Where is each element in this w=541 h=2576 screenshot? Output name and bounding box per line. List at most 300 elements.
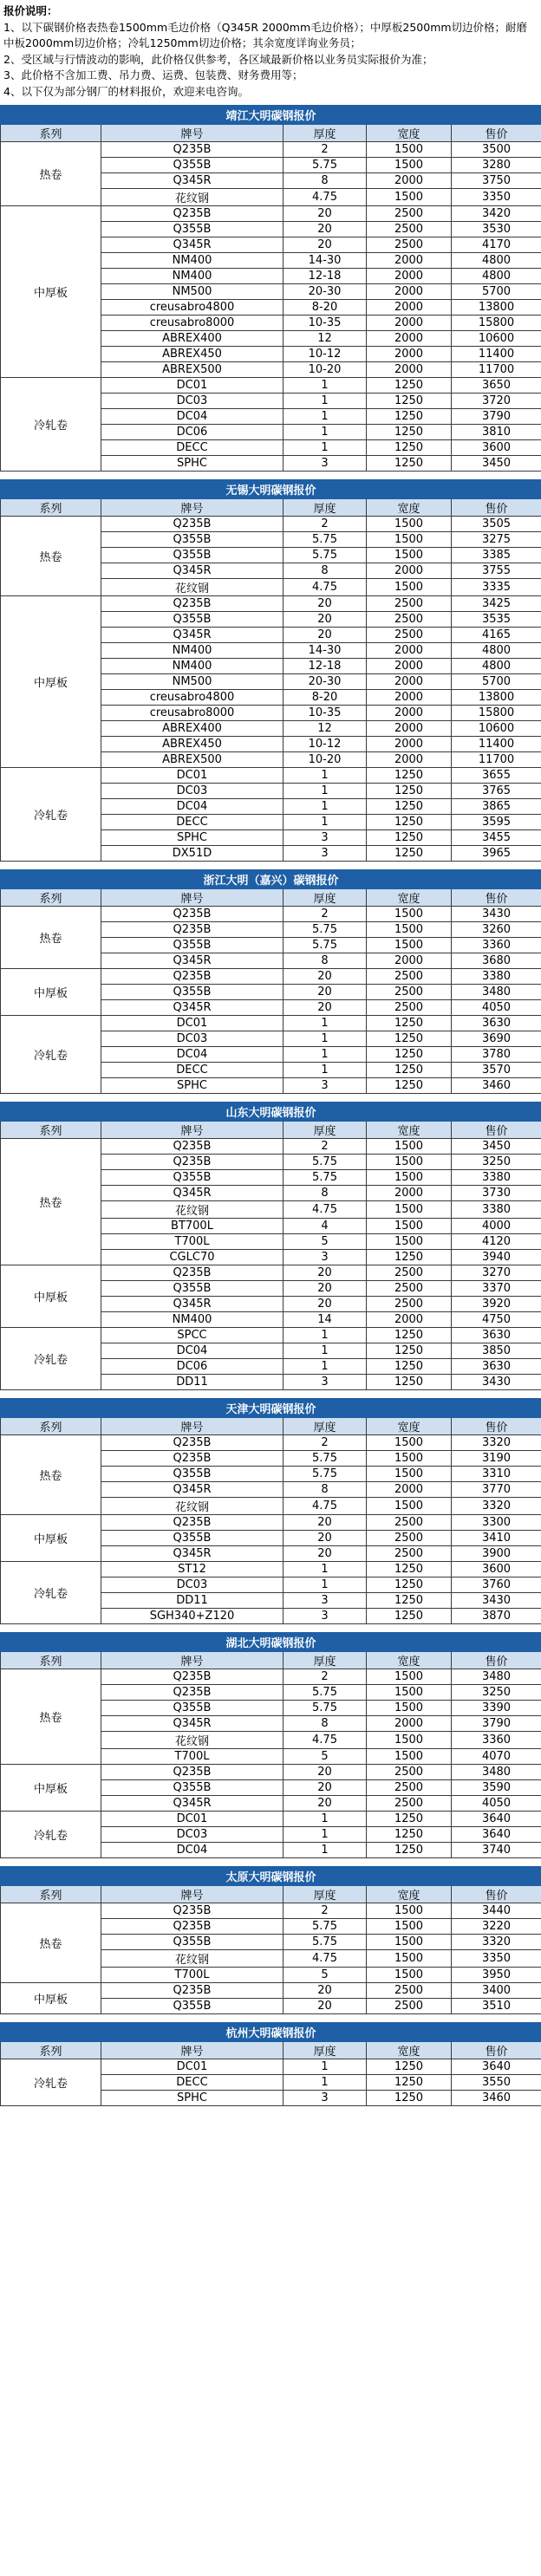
thickness-cell: 1 — [284, 799, 367, 815]
price-cell: 3570 — [452, 1063, 541, 1078]
width-cell: 1500 — [367, 142, 452, 158]
grade-cell: Q235B — [101, 1765, 284, 1780]
thickness-cell: 3 — [284, 456, 367, 472]
series-cell: 热卷 — [1, 142, 101, 206]
grade-cell: Q355B — [101, 1701, 284, 1716]
grade-cell: Q355B — [101, 222, 284, 237]
price-cell: 3480 — [452, 985, 541, 1000]
header-row — [1, 499, 541, 517]
width-cell: 2000 — [367, 1186, 452, 1201]
thickness-cell: 10-20 — [284, 362, 367, 378]
series-cell: 冷轧卷 — [1, 1328, 101, 1390]
grade-cell: Q235B — [101, 1451, 284, 1467]
grade-cell: DECC — [101, 2075, 284, 2091]
grade-cell: Q235B — [101, 1983, 284, 1999]
price-cell: 4000 — [452, 1219, 541, 1234]
table-row — [1, 596, 541, 612]
thickness-cell: 1 — [284, 2059, 367, 2075]
width-cell: 2500 — [367, 612, 452, 628]
table-row — [1, 1983, 541, 1999]
width-cell: 1250 — [367, 830, 452, 846]
thickness-cell: 5.75 — [284, 532, 367, 548]
grade-cell: Q355B — [101, 1281, 284, 1297]
column-header: 厚度 — [284, 1418, 367, 1435]
grade-cell: ABREX450 — [101, 737, 284, 752]
column-header: 宽度 — [367, 499, 452, 517]
price-cell: 3850 — [452, 1343, 541, 1359]
price-cell: 3320 — [452, 1498, 541, 1515]
thickness-cell: 5.75 — [284, 548, 367, 563]
series-cell: 中厚板 — [1, 969, 101, 1016]
table-row — [1, 1435, 541, 1451]
width-cell: 1250 — [367, 440, 452, 456]
thickness-cell: 3 — [284, 1250, 367, 1265]
grade-cell: DC03 — [101, 784, 284, 799]
thickness-cell: 5.75 — [284, 1155, 367, 1170]
price-cell: 4070 — [452, 1749, 541, 1765]
price-cell: 4050 — [452, 1796, 541, 1812]
thickness-cell: 5.75 — [284, 938, 367, 953]
thickness-cell: 1 — [284, 815, 367, 830]
price-cell: 3425 — [452, 596, 541, 612]
grade-cell: Q355B — [101, 1467, 284, 1482]
width-cell: 1500 — [367, 1451, 452, 1467]
table-row — [1, 1812, 541, 1827]
width-cell: 2500 — [367, 1000, 452, 1016]
thickness-cell: 3 — [284, 846, 367, 862]
price-table — [0, 479, 541, 862]
header-row — [1, 125, 541, 142]
price-cell: 3350 — [452, 1950, 541, 1968]
table-row — [1, 907, 541, 922]
grade-cell: BT700L — [101, 1219, 284, 1234]
width-cell: 2000 — [367, 253, 452, 269]
width-cell: 2000 — [367, 300, 452, 315]
series-cell: 热卷 — [1, 907, 101, 969]
grade-cell: DC04 — [101, 409, 284, 425]
table-row — [1, 206, 541, 222]
price-cell: 3420 — [452, 206, 541, 222]
price-cell: 3965 — [452, 846, 541, 862]
series-cell: 中厚板 — [1, 206, 101, 378]
width-cell: 2500 — [367, 206, 452, 222]
width-cell: 2000 — [367, 1312, 452, 1328]
thickness-cell: 1 — [284, 1047, 367, 1063]
price-cell: 3440 — [452, 1903, 541, 1919]
column-header: 牌号 — [101, 1418, 284, 1435]
width-cell: 1250 — [367, 799, 452, 815]
width-cell: 1250 — [367, 2059, 452, 2075]
column-header: 售价 — [452, 499, 541, 517]
table-title: 太原大明碳钢报价 — [1, 1867, 541, 1886]
series-cell: 冷轧卷 — [1, 1016, 101, 1094]
column-header: 牌号 — [101, 125, 284, 142]
grade-cell: SGH340+Z120 — [101, 1609, 284, 1624]
price-tables — [0, 105, 541, 2106]
table-row — [1, 1515, 541, 1531]
thickness-cell: 5.75 — [284, 158, 367, 173]
grade-cell: DC04 — [101, 1843, 284, 1858]
column-header: 售价 — [452, 125, 541, 142]
width-cell: 1250 — [367, 2091, 452, 2106]
price-cell: 3450 — [452, 456, 541, 472]
thickness-cell: 20 — [284, 1765, 367, 1780]
width-cell: 1250 — [367, 409, 452, 425]
table-row — [1, 1903, 541, 1919]
table-row — [1, 1328, 541, 1343]
price-cell: 3720 — [452, 394, 541, 409]
price-cell: 4120 — [452, 1234, 541, 1250]
thickness-cell: 8-20 — [284, 300, 367, 315]
price-cell: 11400 — [452, 347, 541, 362]
series-cell: 冷轧卷 — [1, 2059, 101, 2106]
width-cell: 1250 — [367, 378, 452, 394]
price-cell: 3950 — [452, 1968, 541, 1983]
width-cell: 2500 — [367, 1546, 452, 1562]
column-header: 宽度 — [367, 1122, 452, 1139]
width-cell: 1500 — [367, 532, 452, 548]
thickness-cell: 8 — [284, 563, 367, 579]
thickness-cell: 12-18 — [284, 269, 367, 284]
thickness-cell: 10-35 — [284, 706, 367, 721]
width-cell: 1250 — [367, 1375, 452, 1390]
header-row — [1, 1418, 541, 1435]
price-cell: 3640 — [452, 1812, 541, 1827]
thickness-cell: 8-20 — [284, 690, 367, 706]
table-row — [1, 1765, 541, 1780]
grade-cell: CGLC70 — [101, 1250, 284, 1265]
thickness-cell: 2 — [284, 1435, 367, 1451]
series-cell: 热卷 — [1, 517, 101, 596]
width-cell: 1500 — [367, 548, 452, 563]
grade-cell: Q235B — [101, 596, 284, 612]
price-cell: 3740 — [452, 1843, 541, 1858]
thickness-cell: 20 — [284, 628, 367, 643]
grade-cell: Q355B — [101, 158, 284, 173]
width-cell: 2500 — [367, 1796, 452, 1812]
series-cell: 冷轧卷 — [1, 768, 101, 862]
grade-cell: Q355B — [101, 532, 284, 548]
width-cell: 1500 — [367, 1968, 452, 1983]
thickness-cell: 10-12 — [284, 737, 367, 752]
width-cell: 1250 — [367, 1843, 452, 1858]
grade-cell: Q345R — [101, 1546, 284, 1562]
price-cell: 3505 — [452, 517, 541, 532]
price-cell: 3380 — [452, 1170, 541, 1186]
grade-cell: Q235B — [101, 1903, 284, 1919]
width-cell: 1250 — [367, 1063, 452, 1078]
column-header: 厚度 — [284, 1652, 367, 1669]
column-header: 厚度 — [284, 2042, 367, 2059]
price-cell: 3280 — [452, 158, 541, 173]
table-row — [1, 517, 541, 532]
grade-cell: DC06 — [101, 425, 284, 440]
thickness-cell: 12-18 — [284, 659, 367, 674]
width-cell: 1500 — [367, 517, 452, 532]
thickness-cell: 20 — [284, 237, 367, 253]
grade-cell: 花纹钢 — [101, 1732, 284, 1749]
price-cell: 11400 — [452, 737, 541, 752]
series-cell: 热卷 — [1, 1903, 101, 1983]
grade-cell: NM500 — [101, 284, 284, 300]
width-cell: 2500 — [367, 1297, 452, 1312]
table-title: 湖北大明碳钢报价 — [1, 1633, 541, 1652]
width-cell: 1250 — [367, 425, 452, 440]
header-row — [1, 1886, 541, 1903]
series-cell: 中厚板 — [1, 596, 101, 768]
notes-title: 报价说明： — [3, 4, 58, 17]
price-cell: 4750 — [452, 1312, 541, 1328]
width-cell: 2500 — [367, 1515, 452, 1531]
column-header: 售价 — [452, 1886, 541, 1903]
width-cell: 1500 — [367, 1170, 452, 1186]
price-cell: 3390 — [452, 1701, 541, 1716]
grade-cell: NM400 — [101, 643, 284, 659]
series-cell: 热卷 — [1, 1139, 101, 1265]
note-line-3: 3、此价格不含加工费、吊力费、运费、包装费、财务费用等； — [3, 68, 303, 81]
table-title: 无锡大明碳钢报价 — [1, 480, 541, 499]
thickness-cell: 1 — [284, 1063, 367, 1078]
grade-cell: Q355B — [101, 1999, 284, 2014]
table-row — [1, 969, 541, 985]
grade-cell: Q235B — [101, 1155, 284, 1170]
table-title: 靖江大明碳钢报价 — [1, 106, 541, 125]
note-line-4: 4、以下仅为部分钢厂的材料报价，欢迎来电咨询。 — [3, 84, 249, 98]
thickness-cell: 20 — [284, 985, 367, 1000]
thickness-cell: 5.75 — [284, 1919, 367, 1935]
thickness-cell: 20 — [284, 206, 367, 222]
width-cell: 2000 — [367, 347, 452, 362]
grade-cell: DX51D — [101, 846, 284, 862]
thickness-cell: 5.75 — [284, 1451, 367, 1467]
grade-cell: Q355B — [101, 1531, 284, 1546]
column-header: 系列 — [1, 125, 101, 142]
thickness-cell: 1 — [284, 1843, 367, 1858]
grade-cell: Q235B — [101, 1669, 284, 1685]
thickness-cell: 20 — [284, 1515, 367, 1531]
price-cell: 3770 — [452, 1482, 541, 1498]
price-cell: 4800 — [452, 659, 541, 674]
price-cell: 3535 — [452, 612, 541, 628]
price-cell: 3400 — [452, 1983, 541, 1999]
price-cell: 13800 — [452, 690, 541, 706]
price-cell: 3760 — [452, 1577, 541, 1593]
table-title: 杭州大明碳钢报价 — [1, 2023, 541, 2042]
grade-cell: Q345R — [101, 1000, 284, 1016]
width-cell: 2500 — [367, 1281, 452, 1297]
grade-cell: ABREX500 — [101, 752, 284, 768]
column-header: 系列 — [1, 2042, 101, 2059]
width-cell: 2000 — [367, 315, 452, 331]
grade-cell: T700L — [101, 1234, 284, 1250]
width-cell: 2000 — [367, 706, 452, 721]
column-header: 厚度 — [284, 889, 367, 907]
thickness-cell: 20 — [284, 1281, 367, 1297]
column-header: 牌号 — [101, 1886, 284, 1903]
grade-cell: DECC — [101, 1063, 284, 1078]
grade-cell: Q345R — [101, 1796, 284, 1812]
price-table — [0, 1398, 541, 1624]
thickness-cell: 20 — [284, 1999, 367, 2014]
grade-cell: DC01 — [101, 2059, 284, 2075]
column-header: 系列 — [1, 1886, 101, 1903]
grade-cell: SPHC — [101, 456, 284, 472]
width-cell: 1500 — [367, 158, 452, 173]
price-cell: 10600 — [452, 331, 541, 347]
width-cell: 1500 — [367, 907, 452, 922]
header-row — [1, 2042, 541, 2059]
width-cell: 1500 — [367, 1234, 452, 1250]
price-table — [0, 1866, 541, 2014]
width-cell: 1250 — [367, 1047, 452, 1063]
column-header: 牌号 — [101, 1652, 284, 1669]
column-header: 系列 — [1, 1122, 101, 1139]
width-cell: 2000 — [367, 953, 452, 969]
column-header: 宽度 — [367, 889, 452, 907]
price-cell: 3350 — [452, 189, 541, 206]
price-cell: 3500 — [452, 142, 541, 158]
width-cell: 2500 — [367, 985, 452, 1000]
width-cell: 2000 — [367, 269, 452, 284]
thickness-cell: 20 — [284, 1531, 367, 1546]
thickness-cell: 1 — [284, 768, 367, 784]
width-cell: 1500 — [367, 938, 452, 953]
table-row — [1, 142, 541, 158]
width-cell: 1250 — [367, 1031, 452, 1047]
table-row — [1, 1562, 541, 1577]
grade-cell: NM500 — [101, 674, 284, 690]
thickness-cell: 5 — [284, 1968, 367, 1983]
thickness-cell: 1 — [284, 425, 367, 440]
price-cell: 15800 — [452, 706, 541, 721]
thickness-cell: 4.75 — [284, 189, 367, 206]
column-header: 售价 — [452, 1418, 541, 1435]
price-cell: 3865 — [452, 799, 541, 815]
price-cell: 3810 — [452, 425, 541, 440]
thickness-cell: 3 — [284, 2091, 367, 2106]
column-header: 宽度 — [367, 2042, 452, 2059]
price-cell: 3650 — [452, 378, 541, 394]
grade-cell: DC01 — [101, 768, 284, 784]
thickness-cell: 2 — [284, 142, 367, 158]
thickness-cell: 1 — [284, 1562, 367, 1577]
price-cell: 3680 — [452, 953, 541, 969]
thickness-cell: 20 — [284, 612, 367, 628]
width-cell: 2500 — [367, 237, 452, 253]
thickness-cell: 1 — [284, 1827, 367, 1843]
table-row — [1, 1016, 541, 1031]
width-cell: 2000 — [367, 721, 452, 737]
header-row — [1, 889, 541, 907]
grade-cell: NM400 — [101, 659, 284, 674]
width-cell: 2000 — [367, 1716, 452, 1732]
price-cell: 4800 — [452, 643, 541, 659]
width-cell: 1250 — [367, 1250, 452, 1265]
table-title: 天津大明碳钢报价 — [1, 1399, 541, 1418]
width-cell: 1500 — [367, 1498, 452, 1515]
grade-cell: Q355B — [101, 1935, 284, 1950]
width-cell: 1500 — [367, 1701, 452, 1716]
grade-cell: Q345R — [101, 237, 284, 253]
price-cell: 3640 — [452, 2059, 541, 2075]
grade-cell: Q235B — [101, 142, 284, 158]
thickness-cell: 2 — [284, 1669, 367, 1685]
price-cell: 3190 — [452, 1451, 541, 1467]
grade-cell: Q235B — [101, 206, 284, 222]
price-cell: 4170 — [452, 237, 541, 253]
width-cell: 1500 — [367, 922, 452, 938]
thickness-cell: 14-30 — [284, 253, 367, 269]
grade-cell: DC01 — [101, 378, 284, 394]
thickness-cell: 14-30 — [284, 643, 367, 659]
price-cell: 3430 — [452, 1375, 541, 1390]
grade-cell: Q235B — [101, 1919, 284, 1935]
grade-cell: Q345R — [101, 628, 284, 643]
width-cell: 1250 — [367, 1016, 452, 1031]
grade-cell: Q345R — [101, 1482, 284, 1498]
grade-cell: Q235B — [101, 907, 284, 922]
thickness-cell: 1 — [284, 378, 367, 394]
width-cell: 2000 — [367, 284, 452, 300]
price-cell: 3270 — [452, 1265, 541, 1281]
price-table — [0, 1102, 541, 1390]
grade-cell: NM400 — [101, 1312, 284, 1328]
grade-cell: 花纹钢 — [101, 1950, 284, 1968]
thickness-cell: 1 — [284, 394, 367, 409]
price-cell: 3275 — [452, 532, 541, 548]
price-cell: 3460 — [452, 1078, 541, 1094]
width-cell: 1250 — [367, 768, 452, 784]
grade-cell: Q235B — [101, 1515, 284, 1531]
width-cell: 1250 — [367, 846, 452, 862]
series-cell: 中厚板 — [1, 1983, 101, 2014]
grade-cell: Q345R — [101, 1716, 284, 1732]
price-cell: 3755 — [452, 563, 541, 579]
price-cell: 3600 — [452, 1562, 541, 1577]
column-header: 售价 — [452, 1122, 541, 1139]
price-cell: 5700 — [452, 674, 541, 690]
width-cell: 1500 — [367, 1903, 452, 1919]
grade-cell: Q345R — [101, 1297, 284, 1312]
price-cell: 3790 — [452, 1716, 541, 1732]
grade-cell: Q355B — [101, 612, 284, 628]
series-cell: 中厚板 — [1, 1765, 101, 1812]
table-title: 浙江大明（嘉兴）碳钢报价 — [1, 870, 541, 889]
thickness-cell: 10-20 — [284, 752, 367, 768]
width-cell: 1500 — [367, 1139, 452, 1155]
thickness-cell: 20-30 — [284, 284, 367, 300]
thickness-cell: 20-30 — [284, 674, 367, 690]
thickness-cell: 4 — [284, 1219, 367, 1234]
grade-cell: DC06 — [101, 1359, 284, 1375]
thickness-cell: 20 — [284, 969, 367, 985]
thickness-cell: 8 — [284, 1716, 367, 1732]
price-cell: 13800 — [452, 300, 541, 315]
series-cell: 热卷 — [1, 1669, 101, 1765]
thickness-cell: 1 — [284, 784, 367, 799]
grade-cell: DC04 — [101, 799, 284, 815]
column-header: 售价 — [452, 2042, 541, 2059]
price-cell: 3250 — [452, 1685, 541, 1701]
grade-cell: Q355B — [101, 938, 284, 953]
price-cell: 3480 — [452, 1765, 541, 1780]
column-header: 宽度 — [367, 1418, 452, 1435]
grade-cell: SPHC — [101, 830, 284, 846]
table-row — [1, 1265, 541, 1281]
thickness-cell: 2 — [284, 1903, 367, 1919]
note-line-1: 1、以下碳钢价格表热卷1500mm毛边价格（Q345R 2000mm毛边价格）；中厚板2500mm切边价格；耐磨中板2000mm切边价格；冷轧1250mm切边价格；其余宽度详询业务员； — [3, 20, 528, 49]
thickness-cell: 1 — [284, 1359, 367, 1375]
